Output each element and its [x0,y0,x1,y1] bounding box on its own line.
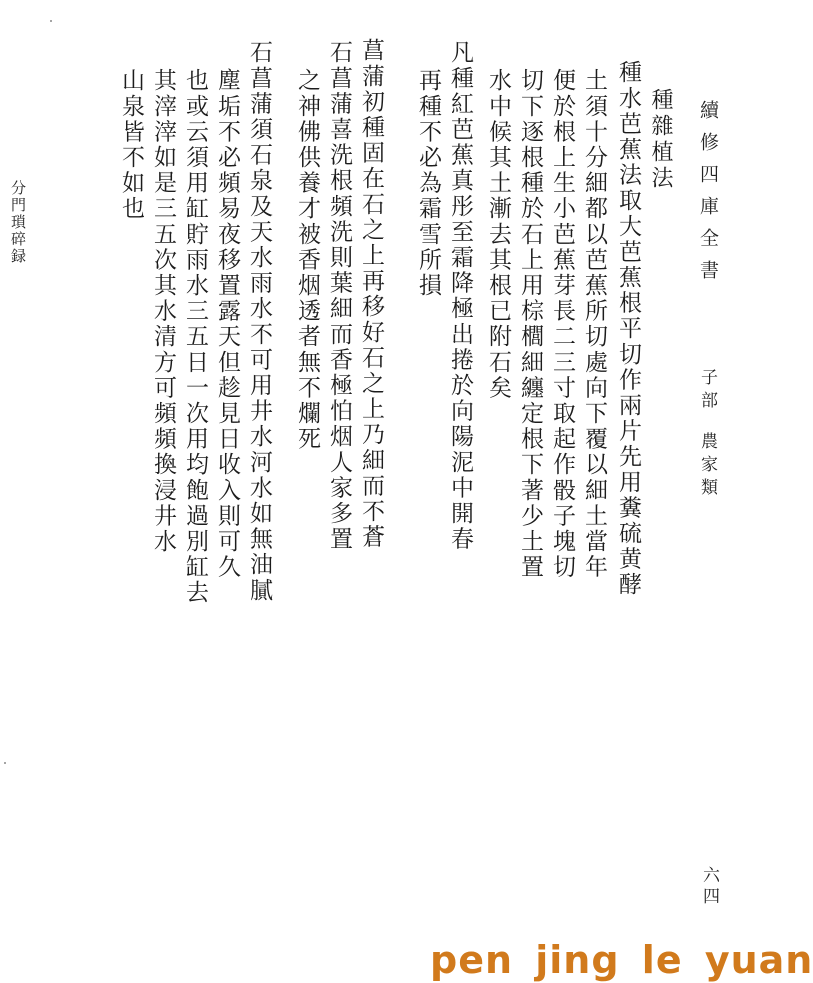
text-column: 石菖蒲喜洗根頻洗則葉細而香極怕烟人家多置 [326,40,352,552]
text-column: 石菖蒲須石泉及天水雨水不可用井水河水如無油膩 [246,40,272,604]
text-column: 切下逐根種於石上用棕櫚細纏定根下著少土置 [517,68,543,580]
book-title: 續修四庫全書 [697,100,719,292]
scan-speck [50,20,52,22]
page-number: 六四 [699,866,719,908]
text-column: 塵垢不必頻易夜移置露天但趁見日收入則可久 [214,68,240,580]
text-column: 凡種紅芭蕉真彤至霜降極出捲於向陽泥中開春 [447,40,473,552]
text-column: 之神佛供養才被香烟透者無不爛死 [294,68,320,452]
text-column: 再種不必為霜雪所損 [415,68,441,299]
section-label: 子部 [697,368,717,414]
text-column: 種水芭蕉法取大芭蕉根平切作兩片先用糞硫黄酵 [615,60,641,598]
scan-speck [4,762,6,764]
text-column: 菖蒲初種固在石之上再移好石之上乃細而不蒼 [358,38,384,550]
category-label: 農家類 [697,432,717,501]
text-column: 其滓滓如是三五次其水清方可頻頻換浸井水 [150,68,176,555]
section-heading: 種雜植法 [648,88,673,192]
text-column: 土須十分細都以芭蕉所切處向下覆以細土當年 [581,68,607,580]
text-column: 也或云須用缸貯雨水三五日一次用均飽過別缸去 [182,68,208,606]
text-column: 山泉皆不如也 [118,68,144,222]
side-title: 分門瑣碎録 [9,180,27,265]
text-column: 水中候其土漸去其根已附石矣 [485,68,511,401]
text-column: 便於根上生小芭蕉芽長二三寸取起作骰子塊切 [549,68,575,580]
watermark-text: pen jing le yuan [430,938,813,982]
